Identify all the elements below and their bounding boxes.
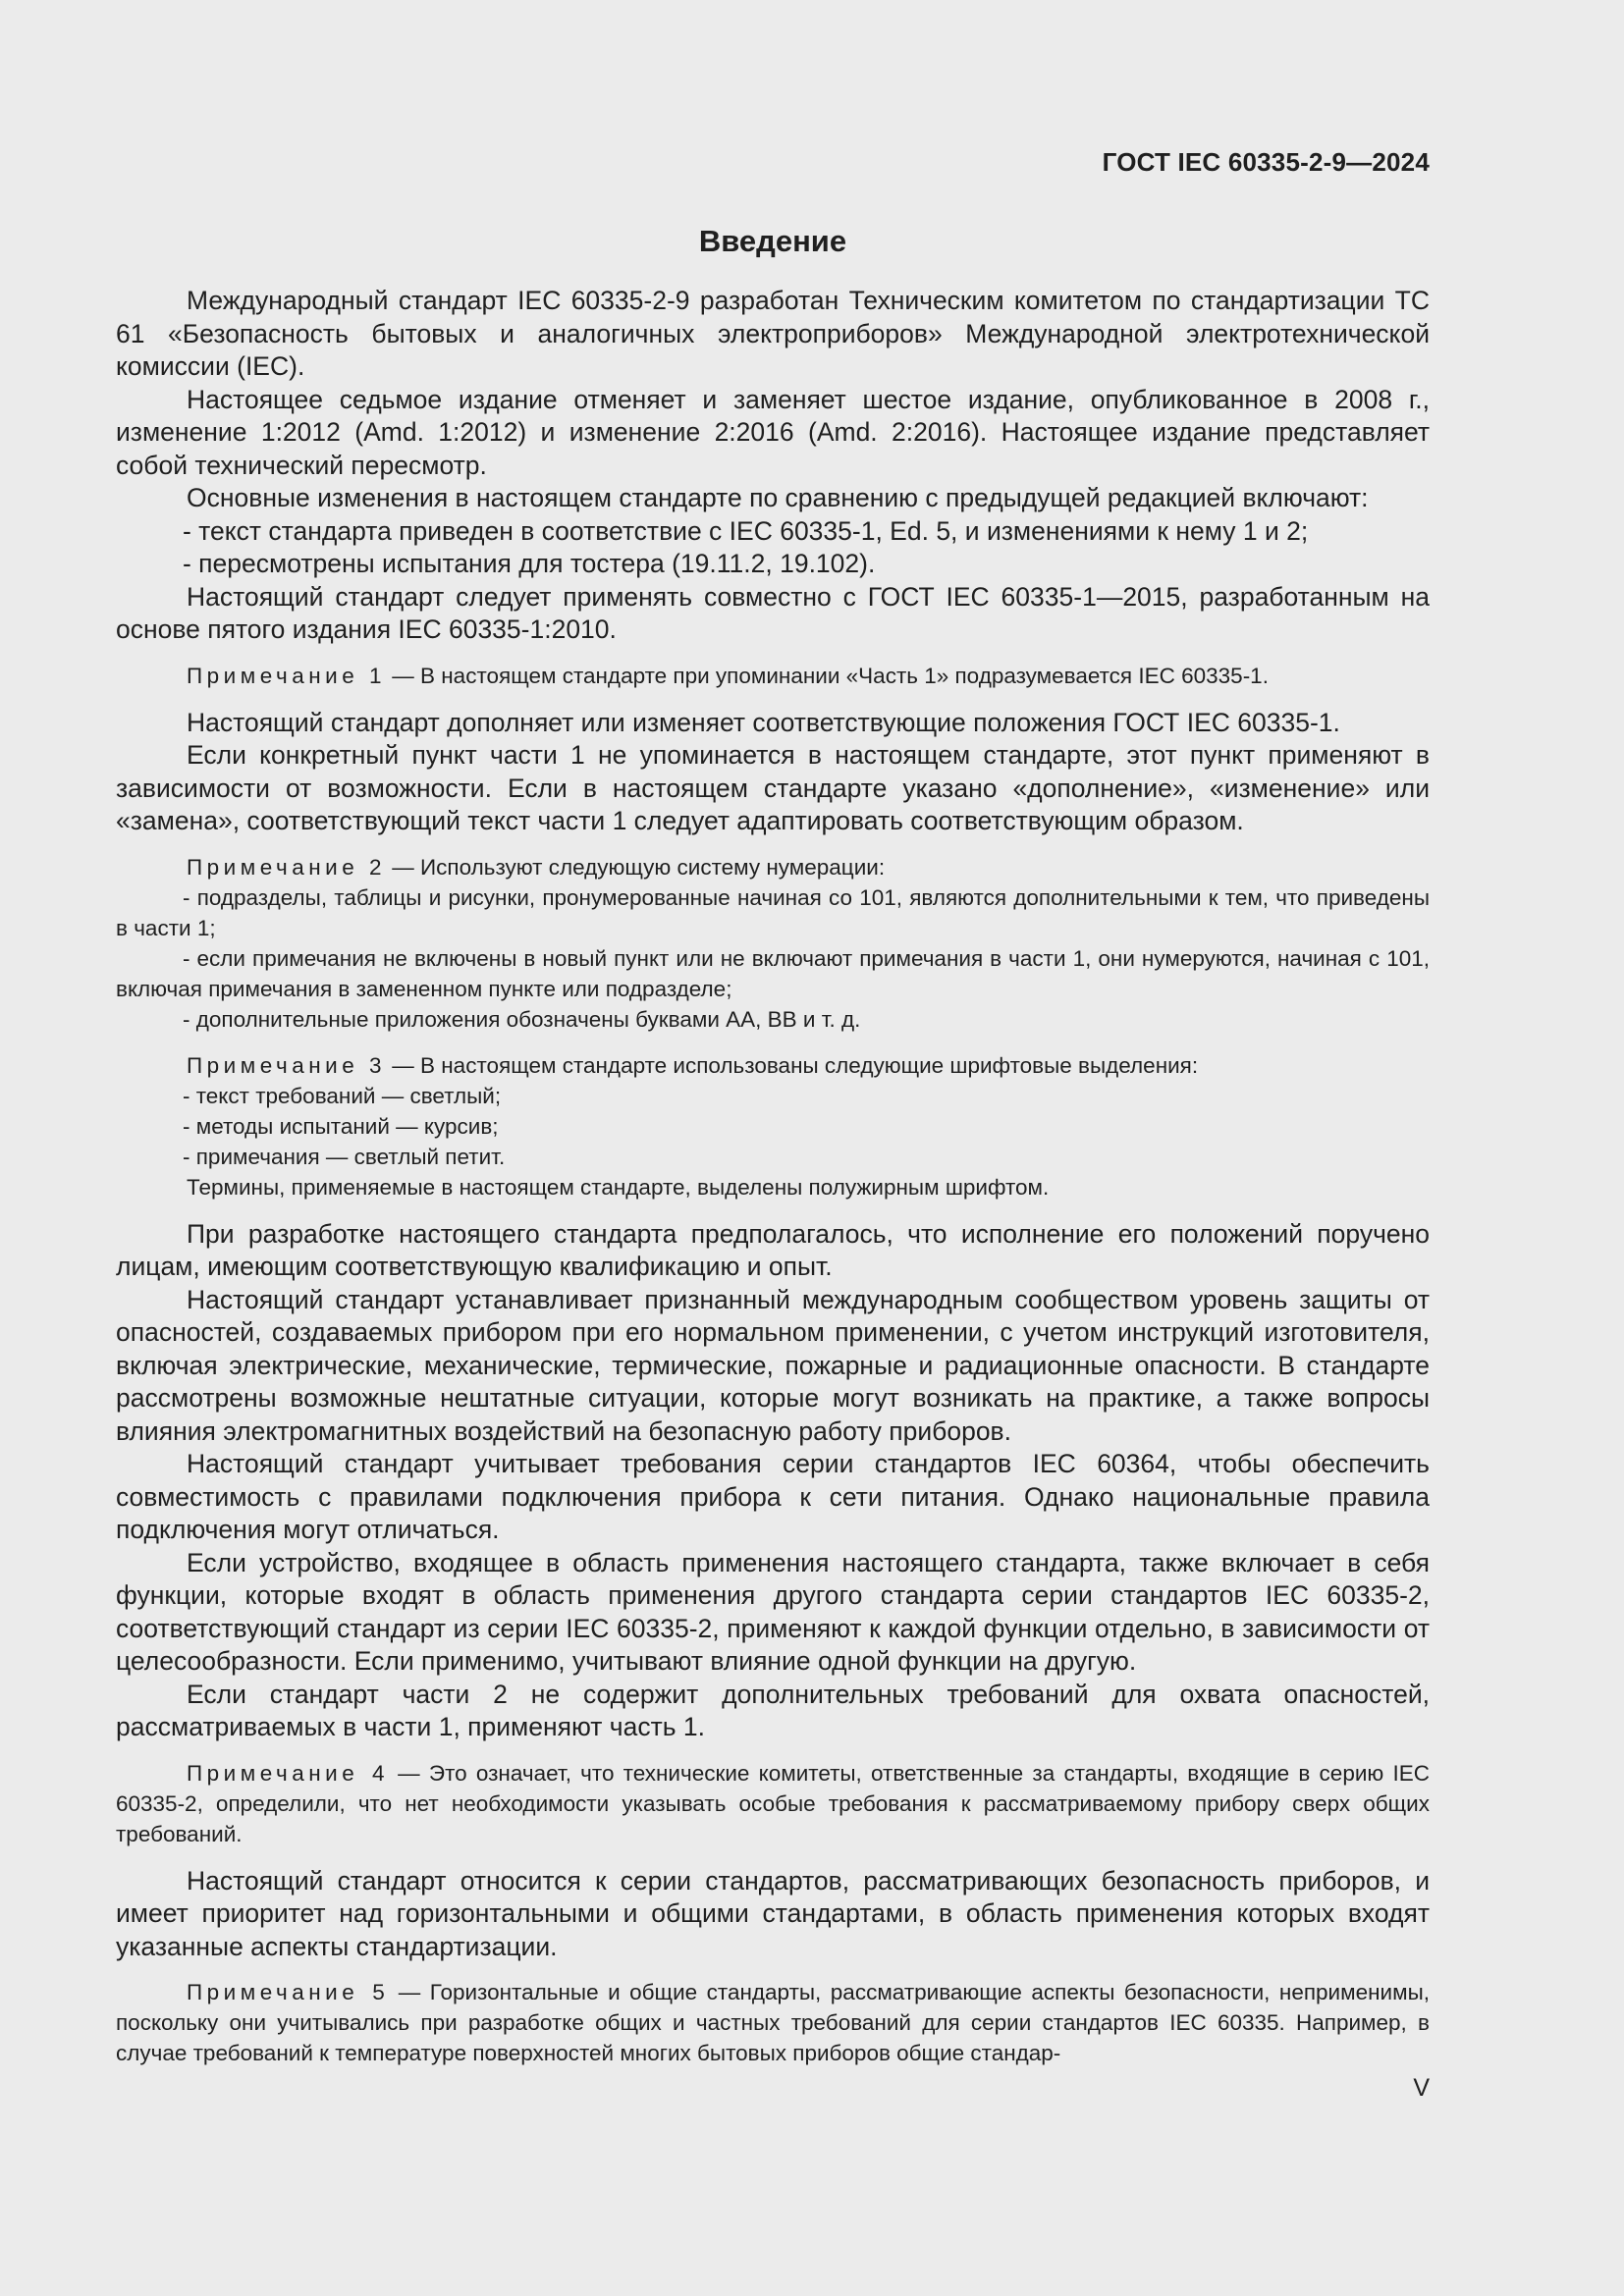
note-2 [116, 852, 1430, 1035]
paragraph: Настоящий стандарт следует применять совместно с ГОСТ IEC 60335-1—2015, разработанным на основе пятого издания IEC 60335-1:2010. [116, 581, 1430, 644]
note-3 [116, 1050, 1430, 1202]
note-text: — Используют следующую систему нумерации: [386, 854, 886, 880]
paragraph: Международный стандарт IEC 60335-2-9 разработан Техническим комитетом по стандартизации ТС 61 «Безопасность бытовых и аналогичных электроприборов» Международной электротехнической комиссии (IEC). [116, 286, 1430, 381]
note-list-item: - дополнительные приложения обозначены буквами АА, ВВ и т. д. [183, 1006, 861, 1032]
paragraph: Если стандарт части 2 не содержит дополнительных требований для охвата опасностей, рассматриваемых в части 1, применяют часть 1. [116, 1679, 1430, 1741]
note-list-item: - текст требований — светлый; [183, 1083, 502, 1108]
body-text [116, 285, 1430, 2084]
paragraph: Если устройство, входящее в область применения настоящего стандарта, также включает в себя функции, которые входят в область применения другого стандарта серии стандартов IEC 60335-2, соответствующий стандарт из серии IEC 60335-2, применяют к каждой функции отдельно, в зависимости от целесообразности. Если применимо, учитывают влияние одной функции на другую. [116, 1547, 1430, 1676]
note-label: Примечание 3 [187, 1052, 386, 1078]
paragraph: Настоящий стандарт устанавливает признанный международным сообществом уровень защиты от опасностей, создаваемых прибором при его нормальном применении, с учетом инструкций изготовителя, включая электрические, механические, термические, пожарные и радиационные опасности. В стандарте рассмотрены возможные нештатные ситуации, которые могут возникать на практике, а также вопросы влияния электромагнитных воздействий на безопасную работу приборов. [116, 1284, 1430, 1446]
note-label: Примечание 1 [187, 663, 386, 688]
note-list-item: - подразделы, таблицы и рисунки, пронумерованные начиная со 101, являются дополнительными к тем, что приведены в части 1; [116, 884, 1430, 940]
document-number-header: ГОСТ IEC 60335-2-9—2024 [1102, 147, 1430, 177]
note-text: — Горизонтальные и общие стандарты, рассматривающие аспекты безопасности, неприменимы, поскольку они учитывались при разработке общих и частных требований для серии стандартов IEC 60335. Например, в случае требований к температуре поверхностей многих бытовых приборов общие стандар- [116, 1980, 1430, 2065]
note-list-item: - если примечания не включены в новый пункт или не включают примечания в части 1, они нумеруются, начиная с 101, включая примечания в замененном пункте или подразделе; [116, 945, 1430, 1001]
section-title: Введение [698, 224, 847, 258]
note-label: Примечание 2 [187, 854, 386, 880]
note-text: — В настоящем стандарте использованы следующие шрифтовые выделения: [386, 1052, 1199, 1078]
note-text: — В настоящем стандарте при упоминании «Часть 1» подразумевается IEC 60335-1. [386, 663, 1269, 688]
note-text: Термины, применяемые в настоящем стандарте, выделены полужирным шрифтом. [187, 1174, 1050, 1200]
paragraph: Основные изменения в настоящем стандарте по сравнению с предыдущей редакцией включают: [187, 483, 1369, 512]
paragraph: Настоящее седьмое издание отменяет и заменяет шестое издание, опубликованное в 2008 г., изменение 1:2012 (Amd. 1:2012) и изменение 2:2016 (Amd. 2:2016). Настоящее издание представляет собой технический пересмотр. [116, 384, 1430, 480]
note-1 [116, 661, 1430, 691]
note-list-item: - методы испытаний — курсив; [183, 1113, 499, 1139]
paragraph: Настоящий стандарт учитывает требования серии стандартов IEC 60364, чтобы обеспечить совместимость с правилами подключения прибора к сети питания. Однако национальные правила подключения могут отличаться. [116, 1449, 1430, 1544]
note-list-item: - примечания — светлый петит. [183, 1144, 506, 1169]
list-item: - пересмотрены испытания для тостера (19.11.2, 19.102). [183, 549, 876, 578]
paragraph: При разработке настоящего стандарта предполагалось, что исполнение его положений поручено лицам, имеющим соответствующую квалификацию и опыт. [116, 1218, 1430, 1281]
list-item: - текст стандарта приведен в соответствие с IEC 60335-1, Ed. 5, и изменениями к нему 1 и 2; [183, 515, 1309, 546]
note-4 [116, 1758, 1430, 1849]
note-text: — Это означает, что технические комитеты, ответственные за стандарты, входящие в серию IEC 60335-2, определили, что нет необходимости указывать особые требования к рассматриваемому прибору сверх общих требований. [116, 1760, 1430, 1846]
paragraph: Если конкретный пункт части 1 не упоминается в настоящем стандарте, этот пункт применяют в зависимости от возможности. Если в настоящем стандарте указано «дополнение», «изменение» или «замена», соответствующий текст части 1 следует адаптировать соответствующим образом. [116, 740, 1430, 835]
document-page [116, 0, 1430, 2296]
page-number: V [1413, 2074, 1430, 2102]
note-5 [116, 1977, 1430, 2068]
note-label: Примечание 5 [187, 1980, 390, 2004]
paragraph: Настоящий стандарт дополняет или изменяет соответствующие положения ГОСТ IEC 60335-1. [187, 707, 1340, 737]
note-label: Примечание 4 [187, 1760, 389, 1786]
paragraph: Настоящий стандарт относится к серии стандартов, рассматривающих безопасность приборов, и имеет приоритет над горизонтальными и общими стандартами, в область применения которых входят указанные аспекты стандартизации. [116, 1865, 1430, 1961]
